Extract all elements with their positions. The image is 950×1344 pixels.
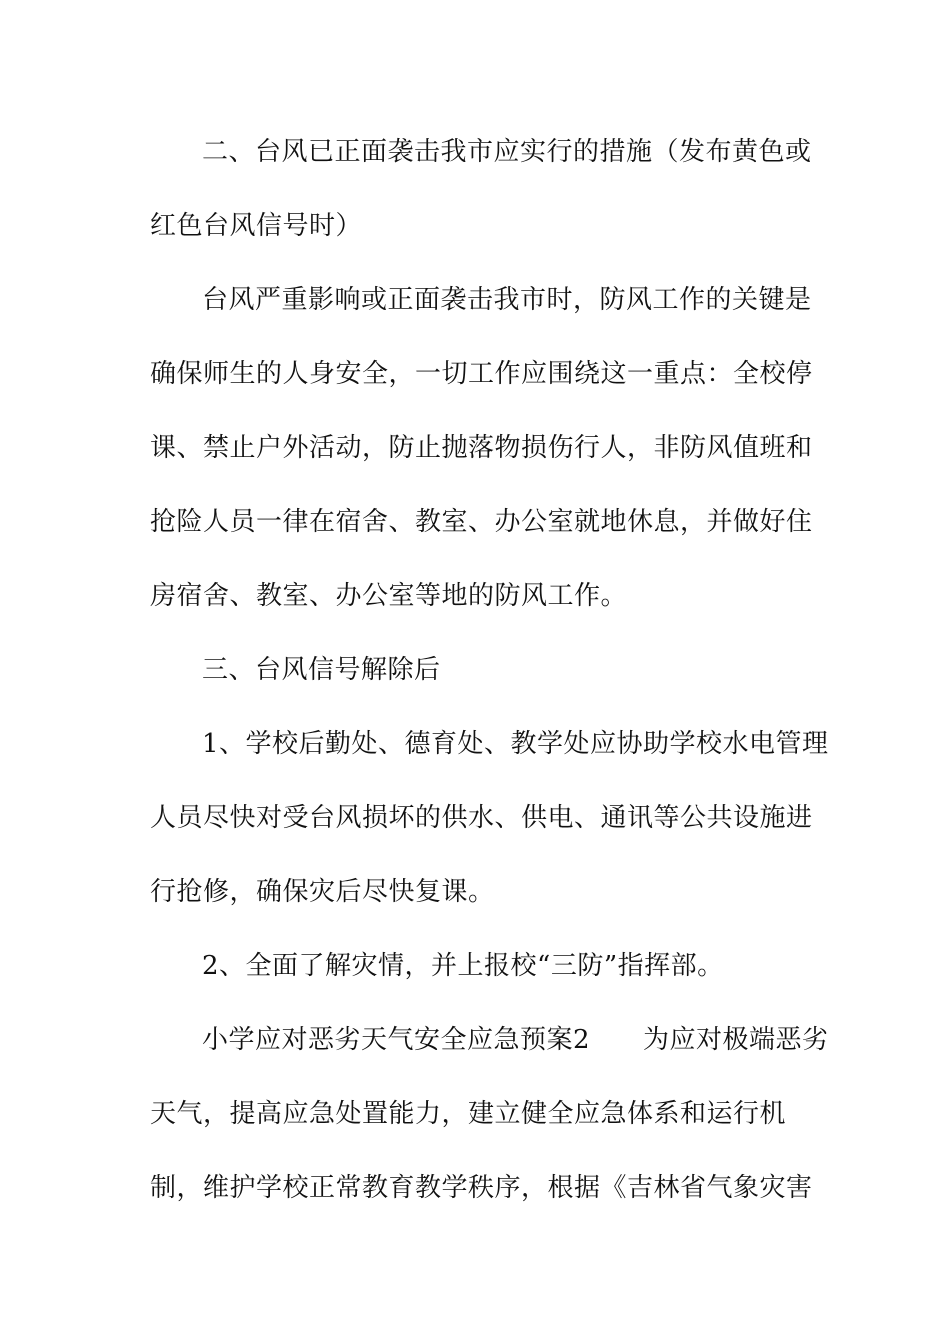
plan-title-line: 小学应对恶劣天气安全应急预案2 为应对极端恶劣 — [202, 1025, 829, 1055]
paragraph-line: 台风严重影响或正面袭击我市时，防风工作的关键是 — [202, 285, 812, 315]
paragraph-line: 课、禁止户外活动，防止抛落物损伤行人，非防风值班和 — [150, 433, 813, 463]
paragraph-line: 房宿舍、教室、办公室等地的防风工作。 — [150, 581, 628, 611]
paragraph-line: 红色台风信号时） — [150, 211, 363, 241]
paragraph-line: 制，维护学校正常教育教学秩序，根据《吉林省气象灾害 — [150, 1173, 813, 1203]
paragraph-line: 人员尽快对受台风损坏的供水、供电、通讯等公共设施进 — [150, 803, 813, 833]
paragraph-line: 确保师生的人身安全，一切工作应围绕这一重点：全校停 — [150, 359, 813, 389]
list-item-2: 2、全面了解灾情，并上报校“三防”指挥部。 — [202, 951, 724, 981]
paragraph-line: 行抢修，确保灾后尽快复课。 — [150, 877, 495, 907]
section-heading-3: 三、台风信号解除后 — [202, 655, 441, 685]
section-heading-2: 二、台风已正面袭击我市应实行的措施（发布黄色或 — [202, 137, 812, 167]
paragraph-line: 天气，提高应急处置能力，建立健全应急体系和运行机 — [150, 1099, 787, 1129]
list-item-1: 1、学校后勤处、德育处、教学处应协助学校水电管理 — [202, 729, 829, 759]
paragraph-line: 抢险人员一律在宿舍、教室、办公室就地休息，并做好住 — [150, 507, 813, 537]
